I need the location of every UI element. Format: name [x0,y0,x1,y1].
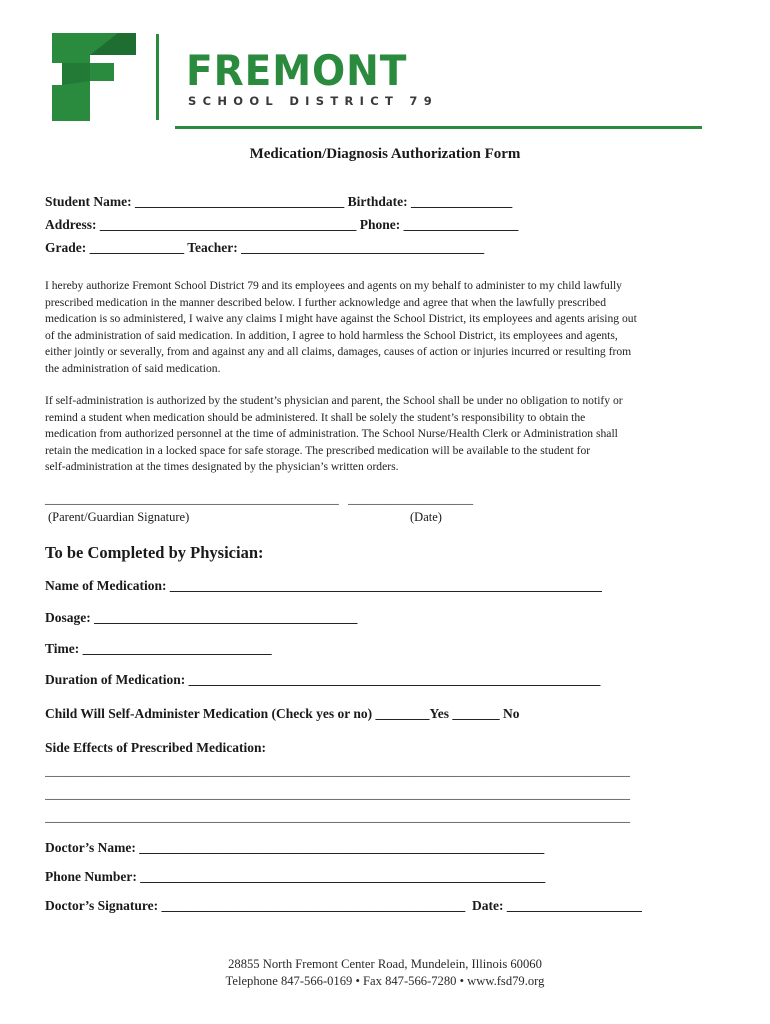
paragraph-line: If self-administration is authorized by the student’s physician and parent, the School shall be under no obligation to notify or [45,394,623,407]
paragraph-line: medication is so administered, I waive any claims I might have against the School District, its employees and agents arising out [45,312,637,326]
parent-signature-label: (Parent/Guardian Signature) [48,510,190,524]
duration-field[interactable]: Duration of Medication: _____________________________________________________________ [45,672,601,687]
paragraph-line: self-administration at the times designated by the physician’s written orders. [45,460,399,474]
footer-address: 28855 North Fremont Center Road, Mundelein, Illinois 60060 [228,957,542,971]
parent-signature-line[interactable]: _______________________________________________ ____________________ [45,492,474,506]
side-effects-line[interactable]: __________________________________________________________________________________________ [45,764,630,777]
fremont-f-logo-icon [52,33,136,121]
paragraph-line: I hereby authorize Fremont School District 79 and its employees and agents on my behalf to administer to my child lawfully [45,279,622,292]
grade-teacher-field[interactable]: Grade: ______________ Teacher: ____________________________________ [45,240,485,255]
side-effects-line[interactable]: __________________________________________________________________________________________ [45,810,630,823]
paragraph-line: medication from authorized personnel at the time of administration. The School Nurse/Health Clerk or Administration shall [45,427,618,441]
phone-number-field[interactable]: Phone Number: ____________________________________________________________ [45,869,546,884]
paragraph-line: remind a student when medication should be administered. It shall be solely the student’s responsibility to obtain the [45,410,586,424]
paragraph-line: the administration of said medication. [45,361,221,375]
paragraph-line: prescribed medication in the manner described below. I further acknowledge and agree that when the lawfully prescribed [45,295,606,309]
logo-divider [156,34,159,120]
side-effects-line[interactable]: __________________________________________________________________________________________ [45,787,630,800]
medication-name-field[interactable]: Name of Medication: ________________________________________________________________ [45,578,602,593]
address-phone-field[interactable]: Address: ______________________________________ Phone: _________________ [45,217,519,232]
self-administer-field[interactable]: Child Will Self-Administer Medication (Check yes or no) ________Yes _______ No [45,706,520,721]
footer-contact: Telephone 847-566-0169 • Fax 847-566-7280 • www.fsd79.org [225,974,545,988]
district-subtitle: SCHOOL DISTRICT 79 [188,94,439,108]
paragraph-line: retain the medication in a locked space for safe storage. The prescribed medication will be available to the student for [45,443,591,457]
header-divider [175,126,702,129]
dosage-field[interactable]: Dosage: _______________________________________ [45,610,358,625]
paragraph-line: either jointly or severally, from and against any and all claims, damages, causes of action or injuries incurred or resulting from [45,345,632,359]
doctor-signature-date-field[interactable]: Doctor’s Signature: _____________________________________________ Date: ____________________ [45,898,642,913]
signature-date-label: (Date) [410,510,442,524]
student-name-birthdate-field[interactable]: Student Name: _______________________________ Birthdate: _______________ [45,194,513,209]
time-field[interactable]: Time: ____________________________ [45,641,272,656]
physician-section-heading: To be Completed by Physician: [45,543,264,562]
self-administration-paragraph [45,393,685,476]
paragraph-line: of the administration of said medication. In addition, I agree to hold harmless the School District, its employees and agents, [45,328,618,342]
doctor-name-field[interactable]: Doctor’s Name: ____________________________________________________________ [45,840,545,855]
form-title: Medication/Diagnosis Authorization Form [249,146,521,162]
district-name: FREMONT [186,46,408,95]
authorization-paragraph [45,278,685,378]
side-effects-label: Side Effects of Prescribed Medication: [45,740,266,755]
